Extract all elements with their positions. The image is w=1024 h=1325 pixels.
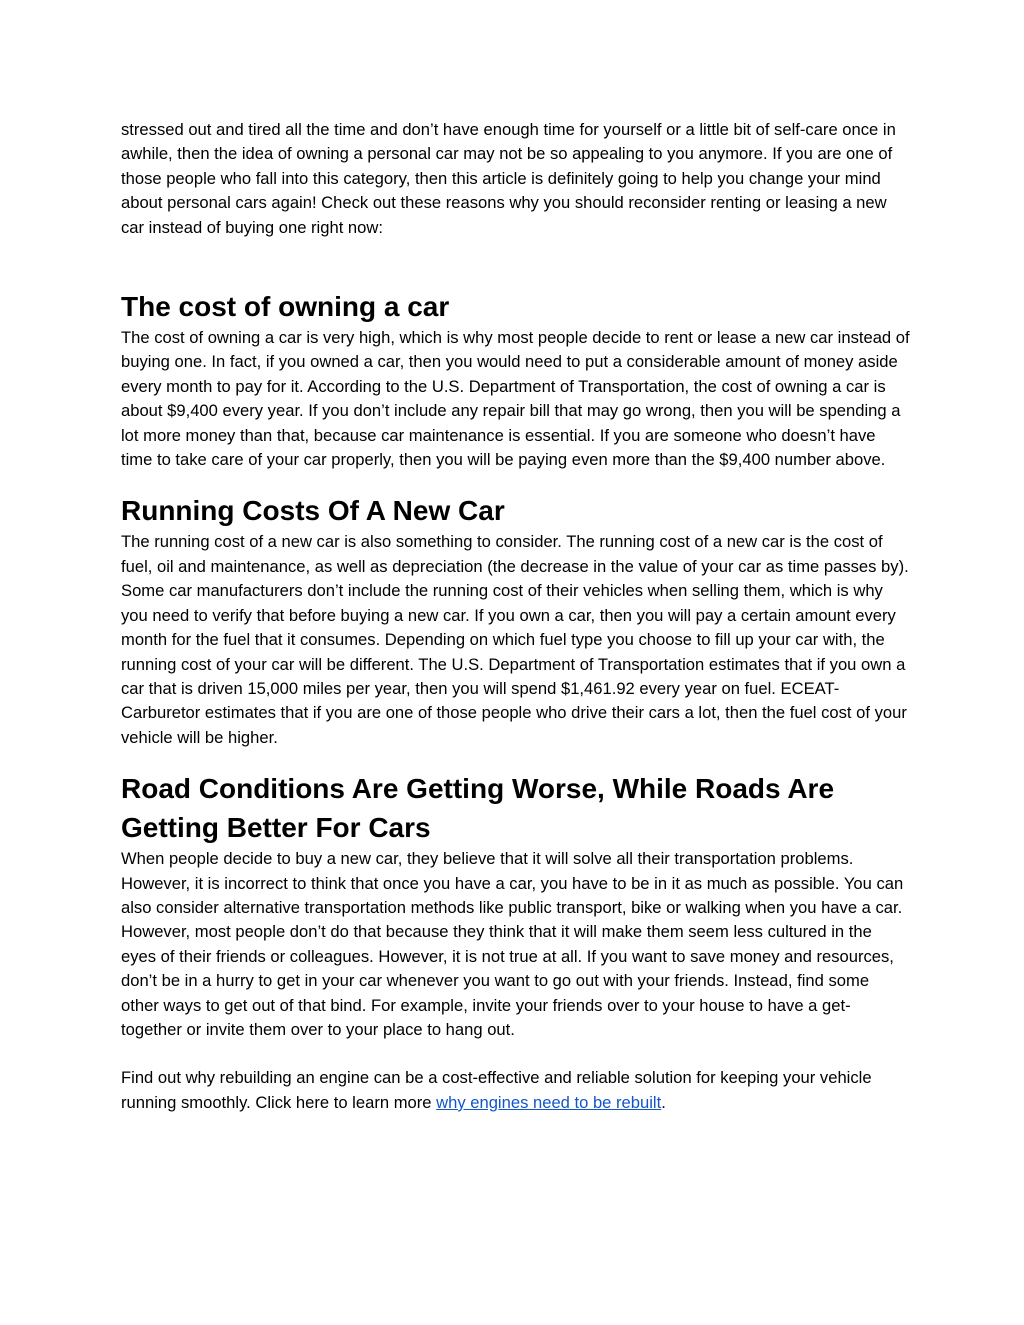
closing-text: Find out why rebuilding an engine can be a cost-effective and reliable solution for keeping your vehicle running smoothly. Click here to learn more — [121, 1068, 872, 1112]
section-cost-of-owning — [121, 288, 911, 472]
section-body-road-conditions: When people decide to buy a new car, they believe that it will solve all their transportation problems. However, it is incorrect to think that once you have a car, you have to be in it as much as possible. You can also consider alternative transportation methods like public transport, bike or walking when you have a car. However, most people don’t do that because they think that it will make them seem less cultured in the eyes of their friends or colleagues. However, it is not true at all. If you want to save money and resources, don’t be in a hurry to get in your car whenever you want to go out with your friends. Instead, find some other ways to get out of that bind. For example, invite your friends over to your house to have a get-together or invite them over to your place to hang out. — [121, 849, 904, 1039]
section-body-cost-of-owning: The cost of owning a car is very high, which is why most people decide to rent or lease a new car instead of buying one. In fact, if you owned a car, then you would need to put a considerable amount of money aside every month to pay for it. According to the U.S. Department of Transportation, the cost of owning a car is about $9,400 every year. If you don’t include any repair bill that may go wrong, then you will be spending a lot more money than that, because car maintenance is essential. If you are someone who doesn’t have time to take care of your car properly, then you will be paying even more than the $9,400 number above. — [121, 328, 910, 470]
closing-paragraph — [121, 1066, 911, 1115]
closing-period: . — [661, 1092, 666, 1112]
intro-paragraph: stressed out and tired all the time and don’t have enough time for yourself or a little bit of self-care once in awhile, then the idea of owning a personal car may not be so appealing to you anymore. If you are one of those people who fall into this category, then this article is definitely going to help you change your mind about personal cars again! Check out these reasons why you should reconsider renting or leasing a new car instead of buying one right now: — [121, 120, 896, 237]
section-heading-cost-of-owning: The cost of owning a car — [121, 291, 450, 323]
section-heading-running-costs: Running Costs Of A New Car — [121, 495, 505, 527]
section-heading-road-conditions: Road Conditions Are Getting Worse, While Roads Are Getting Better For Cars — [121, 773, 835, 843]
document-page — [121, 118, 911, 1115]
engine-rebuild-link[interactable]: why engines need to be rebuilt — [436, 1092, 662, 1112]
section-road-conditions — [121, 770, 911, 1042]
section-running-costs — [121, 492, 911, 750]
section-body-running-costs: The running cost of a new car is also something to consider. The running cost of a new car is the cost of fuel, oil and maintenance, as well as depreciation (the decrease in the value of your car as time passes by). Some car manufacturers don’t include the running cost of their vehicles when selling them, which is why you need to verify that before buying a new car. If you own a car, then you will pay a certain amount every month for the fuel that it consumes. Depending on which fuel type you choose to fill up your car with, the running cost of your car will be different. The U.S. Department of Transportation estimates that if you own a car that is driven 15,000 miles per year, then you will spend $1,461.92 every year on fuel. ECEAT- Carburetor estimates that if you are one of those people who drive their cars a lot, then the fuel cost of your vehicle will be higher. — [121, 532, 909, 747]
